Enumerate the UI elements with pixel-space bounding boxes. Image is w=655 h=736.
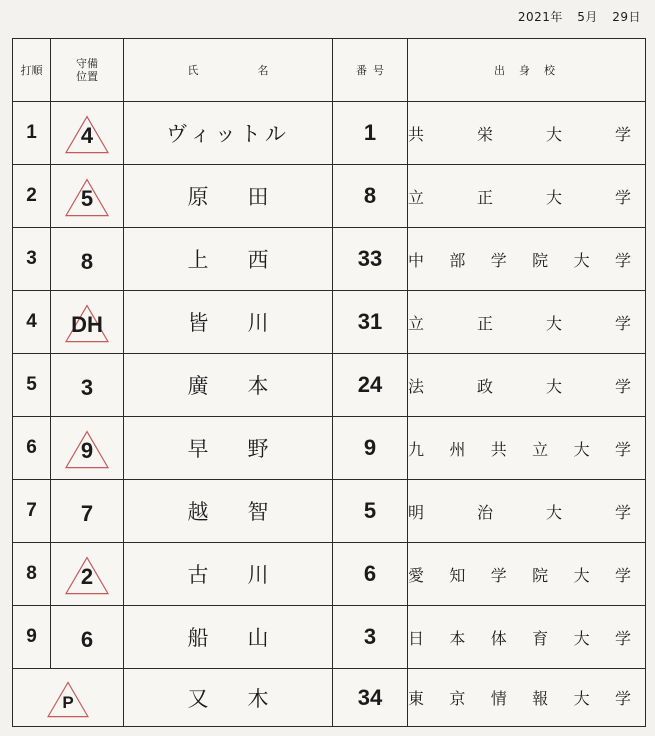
school-char: 学 <box>614 250 631 270</box>
school-char: 学 <box>614 124 631 144</box>
player-name-given: 山 <box>247 626 269 650</box>
school-char: 政 <box>476 376 493 396</box>
position-cell <box>51 354 124 417</box>
position-cell <box>51 102 124 165</box>
player-name-given: 西 <box>247 248 269 272</box>
pitcher-school-cell <box>408 669 646 727</box>
school-char: 報 <box>532 689 549 708</box>
school-char: 正 <box>476 187 493 207</box>
date-day: 29日 <box>612 10 641 24</box>
lineup-row <box>13 354 646 417</box>
date-year: 2021年 <box>517 10 563 24</box>
header-position-bottom: 位置 <box>76 70 98 83</box>
player-name-cell <box>124 165 333 228</box>
batting-order-cell: 3 <box>13 228 51 291</box>
pitcher-row <box>13 669 646 727</box>
school-char: 学 <box>490 250 507 270</box>
date-line <box>518 8 641 25</box>
position-value: 5 <box>80 186 94 211</box>
school-cell <box>408 480 646 543</box>
batting-order-cell: 7 <box>13 480 51 543</box>
school-name <box>408 185 645 208</box>
school-cell <box>408 165 646 228</box>
pitcher-name-given: 木 <box>247 686 269 711</box>
batting-order-cell: 1 <box>13 102 51 165</box>
pitcher-name-family: 又 <box>187 686 209 711</box>
school-char: 立 <box>408 313 425 333</box>
player-name: ヴィットル <box>166 122 290 146</box>
batting-order-cell: 9 <box>13 606 51 669</box>
school-char: 体 <box>490 628 507 648</box>
school-char: 京 <box>449 689 466 708</box>
position-cell <box>51 480 124 543</box>
school-char: 大 <box>545 313 562 333</box>
position-value: 9 <box>80 438 94 463</box>
player-name-family: 越 <box>187 500 209 524</box>
player-name-family: 船 <box>187 626 209 650</box>
batting-order-cell: 2 <box>13 165 51 228</box>
school-char: 大 <box>545 502 562 522</box>
position-value: 6 <box>80 627 94 652</box>
school-char: 州 <box>449 439 466 459</box>
lineup-body <box>13 102 646 727</box>
header-row <box>13 39 646 102</box>
header-position <box>51 39 124 102</box>
school-cell <box>408 417 646 480</box>
player-name-cell <box>124 606 333 669</box>
uniform-number-cell: 8 <box>333 165 408 228</box>
school-cell <box>408 606 646 669</box>
position-cell <box>51 228 124 291</box>
header-name <box>124 39 333 102</box>
school-cell <box>408 354 646 417</box>
player-name-cell <box>124 228 333 291</box>
player-name-cell <box>124 543 333 606</box>
position-value: 8 <box>80 249 94 274</box>
school-char: 共 <box>408 124 425 144</box>
lineup-table <box>12 38 646 727</box>
position-cell <box>51 606 124 669</box>
pitcher-name-cell <box>124 669 333 727</box>
position-value: 2 <box>80 564 94 589</box>
header-name-1: 氏 <box>187 64 199 77</box>
position-value: 4 <box>80 123 94 148</box>
school-char: 学 <box>614 313 631 333</box>
player-name-family: 廣 <box>187 374 209 398</box>
player-name-cell <box>124 417 333 480</box>
school-char: 大 <box>573 439 590 459</box>
school-char: 立 <box>532 439 549 459</box>
school-char: 大 <box>573 628 590 648</box>
batting-order-cell: 8 <box>13 543 51 606</box>
school-char: 愛 <box>408 565 425 585</box>
player-name-cell <box>124 480 333 543</box>
school-char: 育 <box>532 628 549 648</box>
school-name <box>408 374 645 397</box>
school-char: 法 <box>408 376 425 396</box>
school-char: 本 <box>449 628 466 648</box>
position-cell <box>51 543 124 606</box>
school-char: 学 <box>614 376 631 396</box>
player-name-given: 智 <box>247 500 269 524</box>
school-name <box>408 626 645 649</box>
school-char: 大 <box>573 250 590 270</box>
lineup-row <box>13 228 646 291</box>
school-name <box>408 437 645 460</box>
pitcher-position-cell <box>13 669 124 727</box>
school-name <box>408 311 645 334</box>
uniform-number-cell: 3 <box>333 606 408 669</box>
player-name-given: 川 <box>247 311 269 335</box>
school-char: 栄 <box>476 124 493 144</box>
pitcher-school-name <box>408 686 645 709</box>
player-name-family: 皆 <box>187 311 209 335</box>
lineup-row <box>13 291 646 354</box>
school-char: 学 <box>614 565 631 585</box>
player-name-given: 本 <box>247 374 269 398</box>
player-name-family: 古 <box>187 563 209 587</box>
school-name <box>408 248 645 271</box>
school-name <box>408 500 645 523</box>
player-name-cell <box>124 354 333 417</box>
school-char: 情 <box>490 689 507 708</box>
school-char: 大 <box>545 124 562 144</box>
school-char: 学 <box>614 502 631 522</box>
player-name-family: 原 <box>187 185 209 209</box>
school-cell <box>408 102 646 165</box>
player-name-given: 野 <box>247 437 269 461</box>
lineup-row <box>13 480 646 543</box>
school-char: 明 <box>408 502 425 522</box>
school-char: 中 <box>408 250 425 270</box>
school-char: 九 <box>408 439 425 459</box>
school-char: 学 <box>614 689 631 708</box>
school-cell <box>408 543 646 606</box>
uniform-number-cell: 6 <box>333 543 408 606</box>
header-position-top: 守備 <box>76 57 98 70</box>
school-char: 大 <box>573 565 590 585</box>
header-number: 番号 <box>333 39 408 102</box>
school-name <box>408 563 645 586</box>
school-char: 正 <box>476 313 493 333</box>
uniform-number-cell: 5 <box>333 480 408 543</box>
school-char: 学 <box>614 187 631 207</box>
lineup-row <box>13 543 646 606</box>
school-char: 東 <box>408 689 425 708</box>
batting-order-cell: 4 <box>13 291 51 354</box>
header-name-2: 名 <box>257 64 269 77</box>
school-char: 学 <box>490 565 507 585</box>
position-cell <box>51 291 124 354</box>
batting-order-cell: 5 <box>13 354 51 417</box>
school-char: 学 <box>614 628 631 648</box>
position-cell <box>51 417 124 480</box>
player-name-family: 上 <box>187 248 209 272</box>
header-school: 出身校 <box>408 39 646 102</box>
school-char: 学 <box>614 439 631 459</box>
position-cell <box>51 165 124 228</box>
school-char: 大 <box>573 689 590 708</box>
school-char: 治 <box>476 502 493 522</box>
school-cell <box>408 228 646 291</box>
pitcher-number-cell: 34 <box>333 669 408 727</box>
lineup-row <box>13 165 646 228</box>
school-char: 院 <box>532 250 549 270</box>
school-char: 部 <box>449 250 466 270</box>
position-value: 7 <box>80 501 94 526</box>
uniform-number-cell: 9 <box>333 417 408 480</box>
header-order: 打順 <box>13 39 51 102</box>
player-name-cell <box>124 291 333 354</box>
lineup-row <box>13 102 646 165</box>
school-char: 知 <box>449 565 466 585</box>
date-month: 5月 <box>577 10 598 24</box>
uniform-number-cell: 24 <box>333 354 408 417</box>
player-name-cell <box>124 102 333 165</box>
school-char: 共 <box>490 439 507 459</box>
school-name <box>408 122 645 145</box>
uniform-number-cell: 33 <box>333 228 408 291</box>
school-char: 大 <box>545 187 562 207</box>
school-cell <box>408 291 646 354</box>
school-char: 日 <box>408 628 425 648</box>
position-value: DH <box>71 312 103 337</box>
lineup-row <box>13 417 646 480</box>
uniform-number-cell: 31 <box>333 291 408 354</box>
pitcher-position-value: P <box>62 693 74 712</box>
position-value: 3 <box>80 375 94 400</box>
school-char: 院 <box>532 565 549 585</box>
player-name-family: 早 <box>187 437 209 461</box>
player-name-given: 田 <box>247 185 269 209</box>
uniform-number-cell: 1 <box>333 102 408 165</box>
lineup-row <box>13 606 646 669</box>
player-name-given: 川 <box>247 563 269 587</box>
school-char: 立 <box>408 187 425 207</box>
batting-order-cell: 6 <box>13 417 51 480</box>
school-char: 大 <box>545 376 562 396</box>
